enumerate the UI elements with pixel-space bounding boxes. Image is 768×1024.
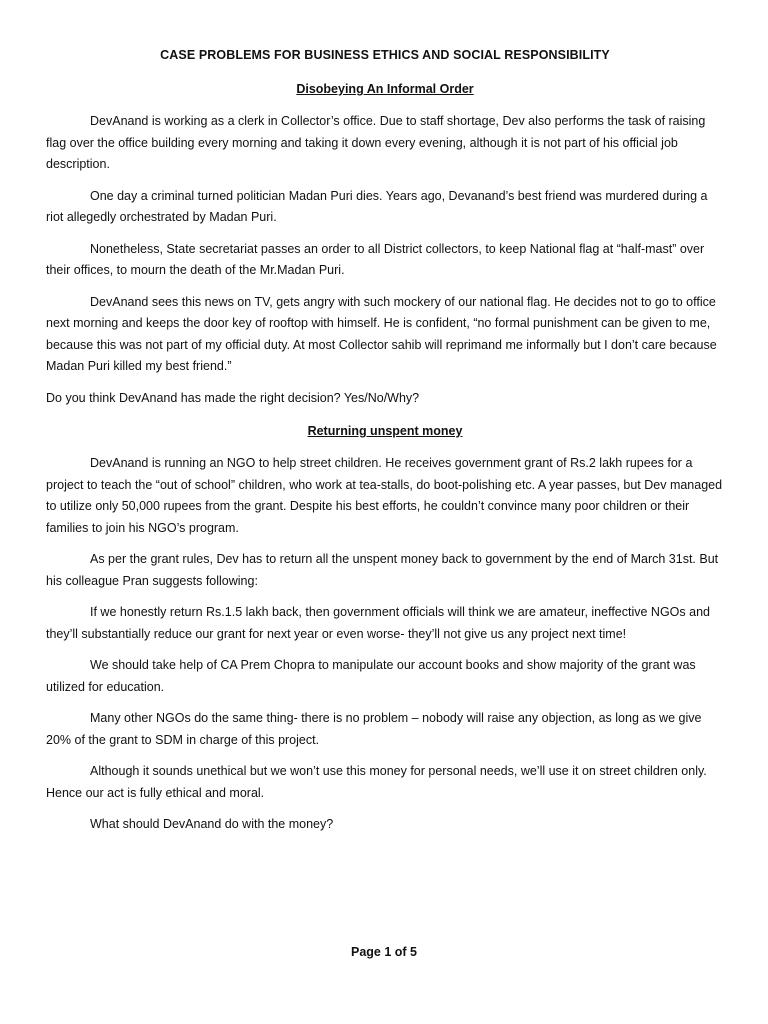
paragraph: Nonetheless, State secretariat passes an order to all District collectors, to keep National flag at “half-mast” over their offices, to mourn the death of the Mr.Madan Puri.	[46, 241, 705, 277]
case-question: What should DevAnand do with the money?	[90, 817, 334, 831]
paragraph: If we honestly return Rs.1.5 lakh back, then government officials will think we are amateur, ineffective NGOs and they’ll substantially reduce our grant for next year or even worse- they’ll not give us any project next time!	[46, 605, 710, 641]
paragraph: As per the grant rules, Dev has to return all the unspent money back to government by the end of March 31st. But his colleague Pran suggests following:	[46, 552, 719, 588]
paragraph: Although it sounds unethical but we won’t use this money for personal needs, we’ll use it on street children only. Hence our act is fully ethical and moral.	[46, 764, 707, 800]
section-heading-unspent-money: Returning unspent money	[307, 424, 463, 438]
document-title: CASE PROBLEMS FOR BUSINESS ETHICS AND SOCIAL RESPONSIBILITY	[160, 48, 610, 62]
paragraph: DevAnand sees this news on TV, gets angry with such mockery of our national flag. He decides not to go to office next morning and keeps the door key of rooftop with himself. He is confident, “no formal punishment can be given to me, because this was not part of my official duty. At most Collector sahib will reprimand me informally but I don’t care because Madan Puri killed my best friend.”	[46, 294, 717, 373]
case-section-unspent-money	[46, 423, 724, 836]
case-question: Do you think DevAnand has made the right decision? Yes/No/Why?	[46, 390, 420, 405]
paragraph: We should take help of CA Prem Chopra to manipulate our account books and show majority of the grant was utilized for education.	[46, 658, 696, 694]
paragraph: One day a criminal turned politician Madan Puri dies. Years ago, Devanand’s best friend was murdered during a riot allegedly orchestrated by Madan Puri.	[46, 188, 708, 224]
section-heading-informal-order: Disobeying An Informal Order	[296, 82, 474, 96]
case-section-informal-order	[46, 81, 724, 409]
paragraph: DevAnand is working as a clerk in Collector’s office. Due to staff shortage, Dev also performs the task of raising flag over the office building every morning and taking it down every evening, although it is not part of his official job description.	[46, 114, 706, 171]
paragraph: Many other NGOs do the same thing- there is no problem – nobody will raise any objection, as long as we give 20% of the grant to SDM in charge of this project.	[46, 711, 702, 747]
page-number: Page 1 of 5	[351, 945, 417, 959]
paragraph: DevAnand is running an NGO to help street children. He receives government grant of Rs.2 lakh rupees for a project to teach the “out of school” children, who work at tea-stalls, do boot-polishing etc. A year passes, but Dev managed to utilize only 50,000 rupees from the grant. Despite his best efforts, he couldn’t convince many poor children or their families to join his NGO’s program.	[46, 456, 723, 535]
